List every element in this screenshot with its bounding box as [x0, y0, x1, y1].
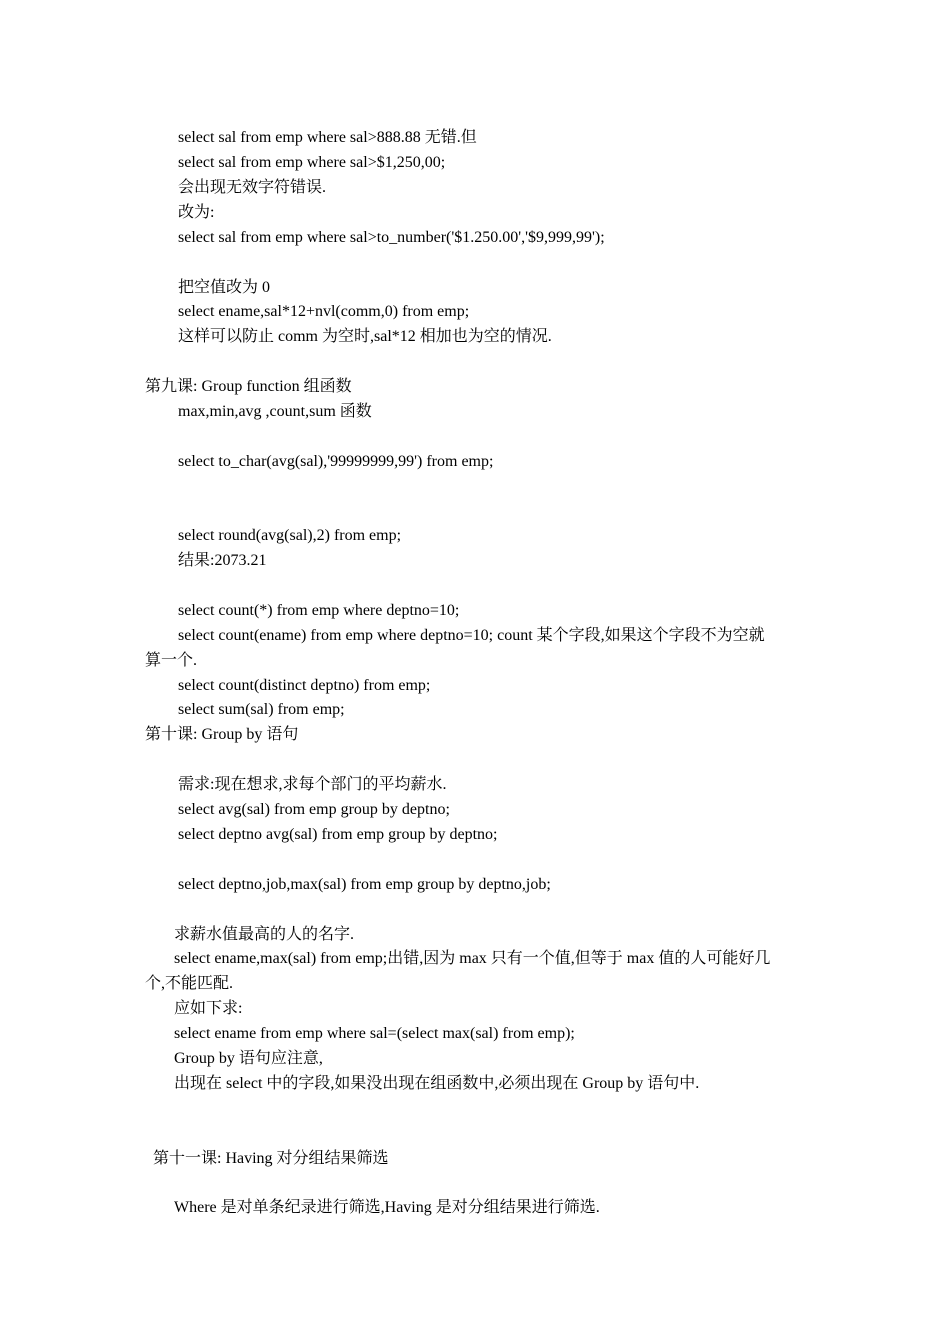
section-heading: 第十一课: Having 对分组结果筛选 [153, 1150, 389, 1167]
text-line: select count(distinct deptno) from emp; [178, 677, 431, 694]
text-line: select ename,max(sal) from emp;出错,因为 max 只有一个值,但等于 max 值的人可能好几 [174, 950, 771, 967]
section-heading: 第九课: Group function 组函数 [145, 378, 352, 395]
text-line: Where 是对单条纪录进行筛选,Having 是对分组结果进行筛选. [174, 1199, 600, 1216]
text-line: select avg(sal) from emp group by deptno; [178, 801, 450, 818]
text-line: select ename from emp where sal=(select max(sal) from emp); [174, 1025, 575, 1042]
text-line: 这样可以防止 comm 为空时,sal*12 相加也为空的情况. [178, 328, 552, 345]
text-line: 出现在 select 中的字段,如果没出现在组函数中,必须出现在 Group by 语句中. [174, 1075, 700, 1092]
text-line: 求薪水值最高的人的名字. [174, 926, 355, 943]
text-line: 应如下求: [174, 1000, 243, 1017]
text-line: select sal from emp where sal>to_number('$1.250.00','$9,999,99'); [178, 229, 605, 246]
text-line: Group by 语句应注意, [174, 1050, 323, 1067]
section-heading: 第十课: Group by 语句 [145, 726, 299, 743]
text-line: select round(avg(sal),2) from emp; [178, 527, 402, 544]
text-line: select sal from emp where sal>888.88 无错.但 [178, 129, 477, 146]
text-line: select to_char(avg(sal),'99999999,99') from emp; [178, 453, 494, 470]
text-line: 个,不能匹配. [145, 975, 234, 992]
text-line: select count(ename) from emp where deptno=10; count 某个字段,如果这个字段不为空就 [178, 627, 765, 644]
text-line: select sum(sal) from emp; [178, 701, 345, 718]
text-line: 改为: [178, 204, 215, 221]
text-line: 把空值改为 0 [178, 279, 271, 296]
text-line: select deptno avg(sal) from emp group by deptno; [178, 826, 498, 843]
text-line: select count(*) from emp where deptno=10; [178, 602, 460, 619]
text-line: select sal from emp where sal>$1,250,00; [178, 154, 446, 171]
text-line: max,min,avg ,count,sum 函数 [178, 403, 372, 420]
text-line: 需求:现在想求,求每个部门的平均薪水. [178, 776, 447, 793]
text-line: select ename,sal*12+nvl(comm,0) from emp; [178, 303, 470, 320]
text-line: 结果:2073.21 [178, 552, 267, 569]
text-line: 会出现无效字符错误. [178, 179, 327, 196]
text-line: select deptno,job,max(sal) from emp group by deptno,job; [178, 876, 551, 893]
text-line: 算一个. [145, 652, 198, 669]
